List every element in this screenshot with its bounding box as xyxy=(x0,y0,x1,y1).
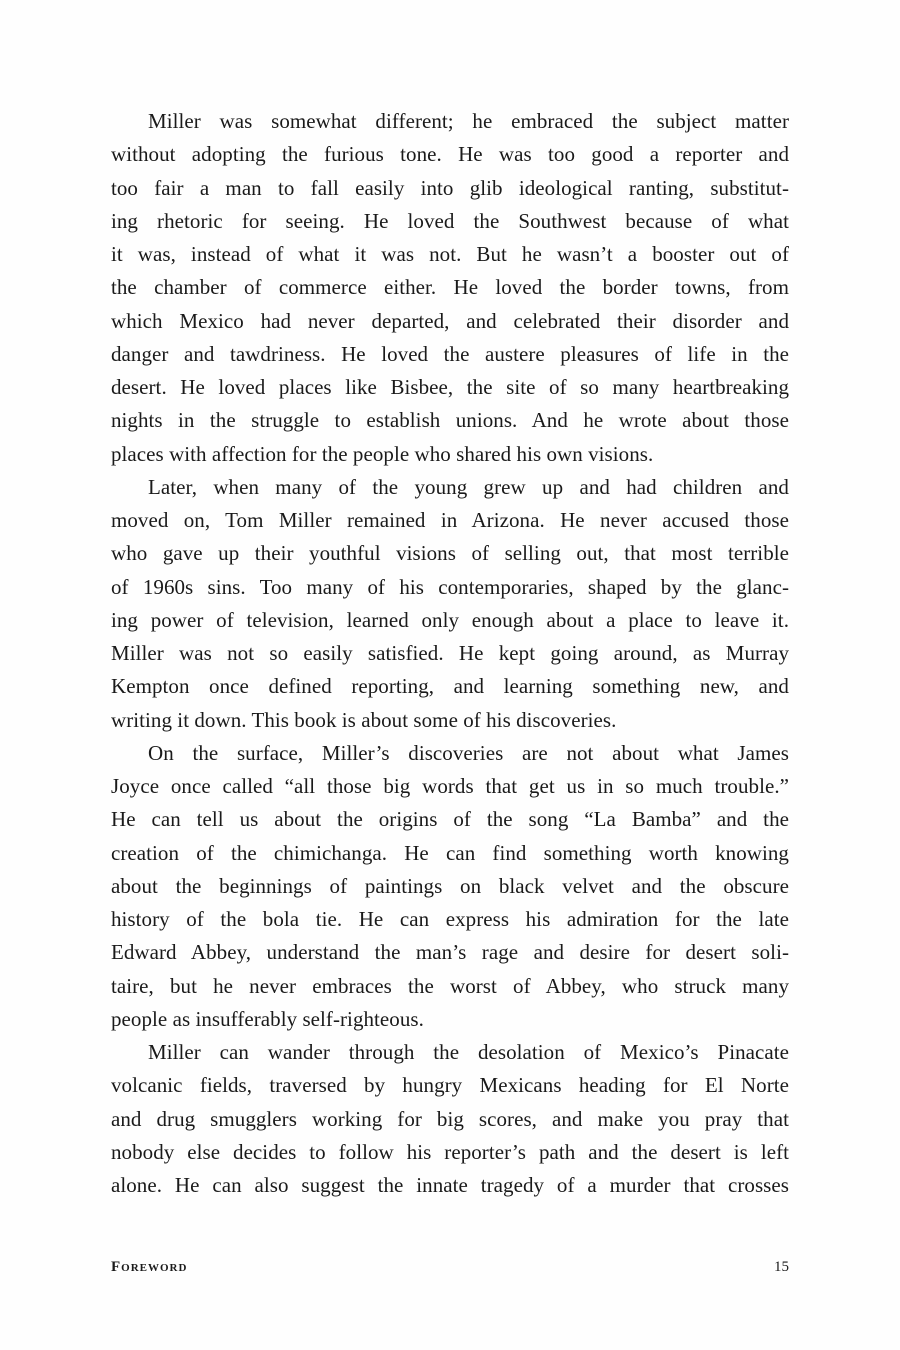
text-line: places with affection for the people who shared his own visions. xyxy=(111,441,654,466)
text-line: creation of the chimichanga. He can find something worth knowing xyxy=(111,840,789,865)
text-line: Edward Abbey, understand the man’s rage and desire for desert soli- xyxy=(111,940,789,965)
text-line: which Mexico had never departed, and celebrated their disorder and xyxy=(111,308,789,333)
page-number: 15 xyxy=(774,1259,789,1275)
text-line: ing rhetoric for seeing. He loved the Southwest because of what xyxy=(111,208,789,233)
text-line: Later, when many of the young grew up and had children and xyxy=(148,474,789,499)
text-line: desert. He loved places like Bisbee, the site of so many heartbreaking xyxy=(111,375,789,399)
text-line: On the surface, Miller’s discoveries are not about what James xyxy=(148,740,789,765)
text-line: Miller was somewhat different; he embraced the subject matter xyxy=(148,109,789,133)
text-line: taire, but he never embraces the worst of Abbey, who struck many xyxy=(111,973,789,998)
text-line: Miller can wander through the desolation of Mexico’s Pinacate xyxy=(148,1040,789,1064)
running-footer-title: Foreword xyxy=(111,1259,188,1275)
text-line: danger and tawdriness. He loved the austere pleasures of life in the xyxy=(111,341,789,366)
text-line: it was, instead of what it was not. But he wasn’t a booster out of xyxy=(111,242,789,266)
text-line: Joyce once called “all those big words that get us in so much trouble.” xyxy=(111,774,789,798)
text-line: about the beginnings of paintings on black velvet and the obscure xyxy=(111,873,789,898)
text-line: and drug smugglers working for big scores, and make you pray that xyxy=(111,1106,789,1131)
text-line: nobody else decides to follow his reporter’s path and the desert is left xyxy=(111,1139,789,1164)
text-line: volcanic fields, traversed by hungry Mexicans heading for El Norte xyxy=(111,1073,789,1098)
text-line: moved on, Tom Miller remained in Arizona. He never accused those xyxy=(111,508,789,532)
text-line: history of the bola tie. He can express his admiration for the late xyxy=(111,907,789,931)
text-line: who gave up their youthful visions of selling out, that most terrible xyxy=(111,541,789,566)
body-text xyxy=(111,105,789,1202)
text-line: without adopting the furious tone. He was too good a reporter and xyxy=(111,142,789,167)
text-line: people as insufferably self-righteous. xyxy=(111,1006,424,1031)
text-line: of 1960s sins. Too many of his contemporaries, shaped by the glanc- xyxy=(111,574,789,599)
text-line: alone. He can also suggest the innate tragedy of a murder that crosses xyxy=(111,1173,789,1197)
text-line: writing it down. This book is about some of his discoveries. xyxy=(111,707,617,732)
text-line: nights in the struggle to establish unions. And he wrote about those xyxy=(111,408,789,433)
text-line: the chamber of commerce either. He loved the border towns, from xyxy=(111,275,789,300)
text-line: Miller was not so easily satisfied. He kept going around, as Murray xyxy=(111,641,789,665)
text-line: He can tell us about the origins of the song “La Bamba” and the xyxy=(111,807,789,832)
text-line: Kempton once defined reporting, and learning something new, and xyxy=(111,674,789,699)
text-line: too fair a man to fall easily into glib ideological ranting, substitut- xyxy=(111,175,789,200)
text-line: ing power of television, learned only enough about a place to leave it. xyxy=(111,607,789,632)
